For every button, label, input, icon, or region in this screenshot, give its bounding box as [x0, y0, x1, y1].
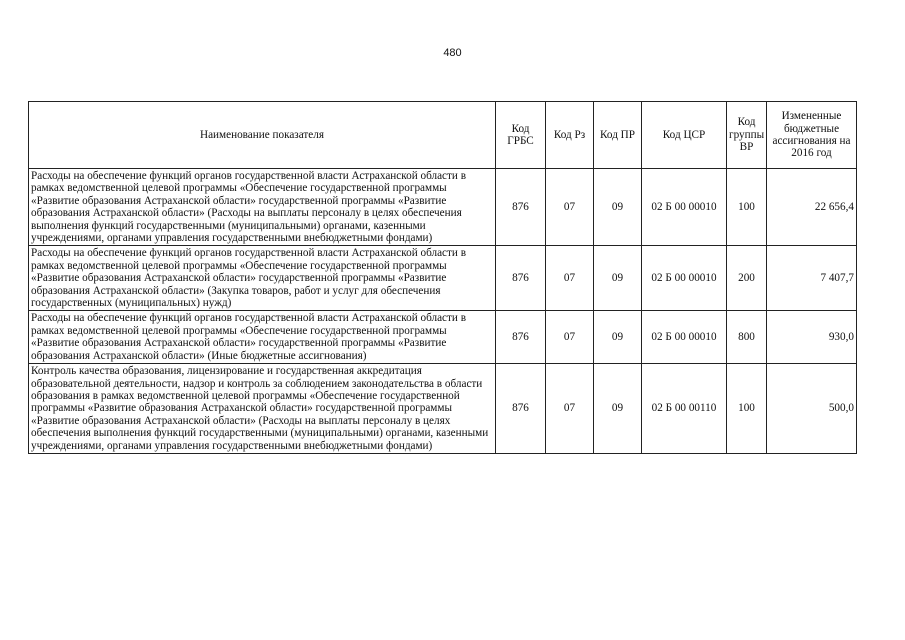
row-grbs: 876	[496, 311, 546, 364]
row-csr: 02 Б 00 00010	[642, 169, 727, 246]
row-csr: 02 Б 00 00110	[642, 364, 727, 454]
row-grbs: 876	[496, 169, 546, 246]
row-grbs: 876	[496, 246, 546, 311]
budget-table	[28, 101, 857, 454]
row-vr: 100	[727, 364, 767, 454]
row-sum: 500,0	[767, 364, 857, 454]
row-name: Расходы на обеспечение функций органов государственной власти Астраханской области в рамках ведомственной целевой программы «Обеспечение государственной программы «Развитие образования Астраханской области» государственной программы «Развитие образования Астраханской области» (Расходы на выплаты персоналу в целях обеспечения выполнения функций государственными (муниципальными) органами, казенными учреждениями, органами управления государственными внебюджетными фондами)	[29, 169, 496, 246]
table-header-row	[29, 102, 857, 169]
row-vr: 200	[727, 246, 767, 311]
table-row	[29, 364, 857, 454]
header-grbs: Код ГРБС	[496, 102, 546, 169]
page-number: 480	[443, 47, 462, 59]
row-pr: 09	[594, 169, 642, 246]
row-rz: 07	[546, 311, 594, 364]
header-name: Наименование показателя	[29, 102, 496, 169]
table-row	[29, 169, 857, 246]
row-grbs: 876	[496, 364, 546, 454]
row-sum: 930,0	[767, 311, 857, 364]
header-csr: Код ЦСР	[642, 102, 727, 169]
table-row	[29, 311, 857, 364]
row-sum: 22 656,4	[767, 169, 857, 246]
header-vr: Код группы ВР	[727, 102, 767, 169]
row-csr: 02 Б 00 00010	[642, 311, 727, 364]
row-name: Расходы на обеспечение функций органов государственной власти Астраханской области в рамках ведомственной целевой программы «Обеспечение государственной программы «Развитие образования Астраханской области» государственной программы «Развитие образования Астраханской области» (Иные бюджетные ассигнования)	[29, 311, 496, 364]
row-csr: 02 Б 00 00010	[642, 246, 727, 311]
header-pr: Код ПР	[594, 102, 642, 169]
header-rz: Код Рз	[546, 102, 594, 169]
row-rz: 07	[546, 169, 594, 246]
row-rz: 07	[546, 364, 594, 454]
row-name: Контроль качества образования, лицензирование и государственная аккредитация образовательной деятельности, надзор и контроль за соблюдением законодательства в области образования в рамках ведомственной целевой программы «Обеспечение государственной программы «Развитие образования Астраханской области» государственной программы «Развитие образования Астраханской области» (Расходы на выплаты персоналу в целях обеспечения выполнения функций государственными (муниципальными) органами, казенными учреждениями, органами управления государственными внебюджетными фондами)	[29, 364, 496, 454]
row-rz: 07	[546, 246, 594, 311]
row-pr: 09	[594, 311, 642, 364]
row-pr: 09	[594, 246, 642, 311]
row-vr: 800	[727, 311, 767, 364]
row-name: Расходы на обеспечение функций органов государственной власти Астраханской области в рамках ведомственной целевой программы «Обеспечение государственной программы «Развитие образования Астраханской области» государственной программы «Развитие образования Астраханской области» (Закупка товаров, работ и услуг для обеспечения государственных (муниципальных) нужд)	[29, 246, 496, 311]
table-row	[29, 246, 857, 311]
header-sum: Измененные бюджетные ассигнования на 2016 год	[767, 102, 857, 169]
row-vr: 100	[727, 169, 767, 246]
row-sum: 7 407,7	[767, 246, 857, 311]
row-pr: 09	[594, 364, 642, 454]
